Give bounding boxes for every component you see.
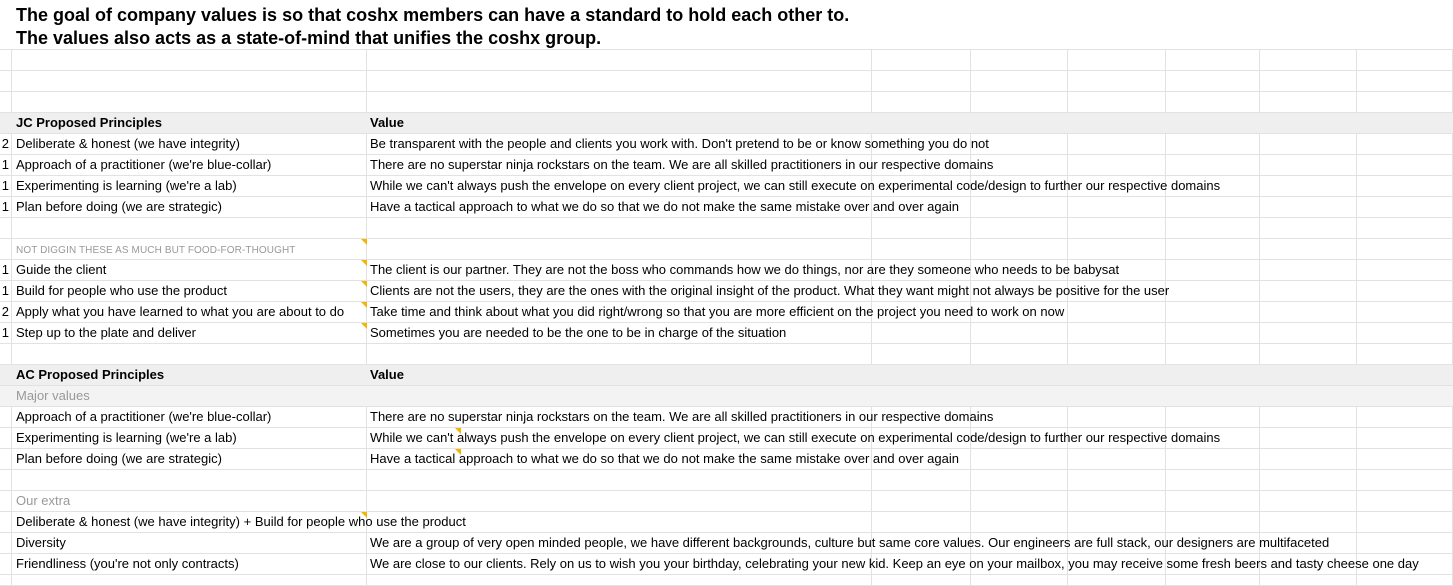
value-cell: Have a tactical approach to what we do so that we do not make the same mistake over and over again xyxy=(370,451,959,466)
table-row[interactable] xyxy=(0,554,1453,575)
table-row[interactable] xyxy=(0,407,1453,428)
vote-count: 2 xyxy=(1,304,9,319)
principle-cell: Plan before doing (we are strategic) xyxy=(16,199,222,214)
ac-value-header: Value xyxy=(370,367,404,382)
ac-principle-header: AC Proposed Principles xyxy=(16,367,165,382)
table-row[interactable] xyxy=(0,323,1453,344)
empty-row[interactable] xyxy=(0,218,1453,239)
ac-header-row[interactable] xyxy=(0,365,1453,386)
note-marker-icon[interactable] xyxy=(361,281,367,287)
value-cell: The client is our partner. They are not the boss who commands how we do things, nor are they someone who needs to be babysat xyxy=(370,262,1120,277)
principle-cell: Experimenting is learning (we're a lab) xyxy=(16,430,237,445)
note-marker-icon[interactable] xyxy=(361,302,367,308)
table-row[interactable] xyxy=(0,512,1453,533)
table-row[interactable] xyxy=(0,197,1453,218)
section-label-row[interactable] xyxy=(0,386,1453,407)
major-values-label: Major values xyxy=(16,388,90,403)
empty-row[interactable] xyxy=(0,92,1453,113)
principle-cell: Friendliness (you're not only contracts) xyxy=(16,556,239,571)
principle-cell: Guide the client xyxy=(16,262,107,277)
vote-count: 1 xyxy=(1,178,9,193)
title-line-2: The values also acts as a state-of-mind that unifies the coshx group. xyxy=(16,28,602,48)
value-cell: Sometimes you are needed to be the one to be in charge of the situation xyxy=(370,325,787,340)
jc-principle-header: JC Proposed Principles xyxy=(16,115,162,130)
food-for-thought-label: NOT DIGGIN THESE AS MUCH BUT FOOD-FOR-THOUGHT xyxy=(16,245,296,256)
note-marker-icon[interactable] xyxy=(361,323,367,329)
principle-cell: Approach of a practitioner (we're blue-collar) xyxy=(16,409,272,424)
note-marker-icon[interactable] xyxy=(455,449,461,455)
vote-count: 1 xyxy=(1,283,9,298)
empty-row[interactable] xyxy=(0,575,1453,586)
jc-header-row[interactable] xyxy=(0,113,1453,134)
principle-cell: Plan before doing (we are strategic) xyxy=(16,451,222,466)
table-row[interactable] xyxy=(0,533,1453,554)
value-cell: There are no superstar ninja rockstars on the team. We are all skilled practitioners in our respective domains xyxy=(370,157,994,172)
value-cell: There are no superstar ninja rockstars on the team. We are all skilled practitioners in our respective domains xyxy=(370,409,994,424)
value-cell: Be transparent with the people and clients you work with. Don't pretend to be or know something you do not xyxy=(370,136,989,151)
table-row[interactable] xyxy=(0,302,1453,323)
empty-row[interactable] xyxy=(0,470,1453,491)
principle-cell: Build for people who use the product xyxy=(16,283,228,298)
principle-cell: Diversity xyxy=(16,535,66,550)
note-marker-icon[interactable] xyxy=(455,428,461,434)
value-cell: While we can't always push the envelope on every client project, we can still execute on experimental code/design to further our respective domains xyxy=(370,178,1221,193)
table-row[interactable] xyxy=(0,260,1453,281)
value-cell: Take time and think about what you did right/wrong so that you are more efficient on the project you need to work on now xyxy=(370,304,1065,319)
jc-value-header: Value xyxy=(370,115,404,130)
vote-count: 1 xyxy=(1,157,9,172)
vote-count: 1 xyxy=(1,199,9,214)
vote-count: 1 xyxy=(1,262,9,277)
value-cell: While we can't always push the envelope on every client project, we can still execute on experimental code/design to further our respective domains xyxy=(370,430,1221,445)
vote-count: 1 xyxy=(1,325,9,340)
note-marker-icon[interactable] xyxy=(361,239,367,245)
value-cell: Clients are not the users, they are the ones with the original insight of the product. What they want might not always be positive for the user xyxy=(370,283,1170,298)
page-title xyxy=(16,4,849,50)
principle-cell: Approach of a practitioner (we're blue-collar) xyxy=(16,157,272,172)
table-row[interactable] xyxy=(0,176,1453,197)
table-row[interactable] xyxy=(0,428,1453,449)
empty-row[interactable] xyxy=(0,344,1453,365)
section-label-row[interactable] xyxy=(0,491,1453,512)
table-row[interactable] xyxy=(0,155,1453,176)
principle-cell: Step up to the plate and deliver xyxy=(16,325,196,340)
table-row[interactable] xyxy=(0,134,1453,155)
table-row[interactable] xyxy=(0,449,1453,470)
principle-cell: Experimenting is learning (we're a lab) xyxy=(16,178,237,193)
title-line-1: The goal of company values is so that coshx members can have a standard to hold each other to. xyxy=(16,5,850,25)
note-marker-icon[interactable] xyxy=(361,260,367,266)
principle-cell: Deliberate & honest (we have integrity) + Build for people who use the product xyxy=(16,514,466,529)
our-extra-label: Our extra xyxy=(16,493,71,508)
value-cell: We are a group of very open minded people, we have different backgrounds, culture but same core values. Our engineers are full stack, our designers are multifaceted xyxy=(370,535,1330,550)
principle-cell: Apply what you have learned to what you are about to do xyxy=(16,304,345,319)
empty-row[interactable] xyxy=(0,71,1453,92)
value-cell: We are close to our clients. Rely on us to wish you your birthday, celebrating your new kid. Keep an eye on your mailbox, you may receive some fresh beers and tasty cheese one day xyxy=(370,556,1419,571)
value-cell: Have a tactical approach to what we do so that we do not make the same mistake over and over again xyxy=(370,199,959,214)
vote-count: 2 xyxy=(1,136,9,151)
note-marker-icon[interactable] xyxy=(361,512,367,518)
empty-row[interactable] xyxy=(0,50,1453,71)
section-label-row[interactable] xyxy=(0,239,1453,260)
principle-cell: Deliberate & honest (we have integrity) xyxy=(16,136,241,151)
table-row[interactable] xyxy=(0,281,1453,302)
